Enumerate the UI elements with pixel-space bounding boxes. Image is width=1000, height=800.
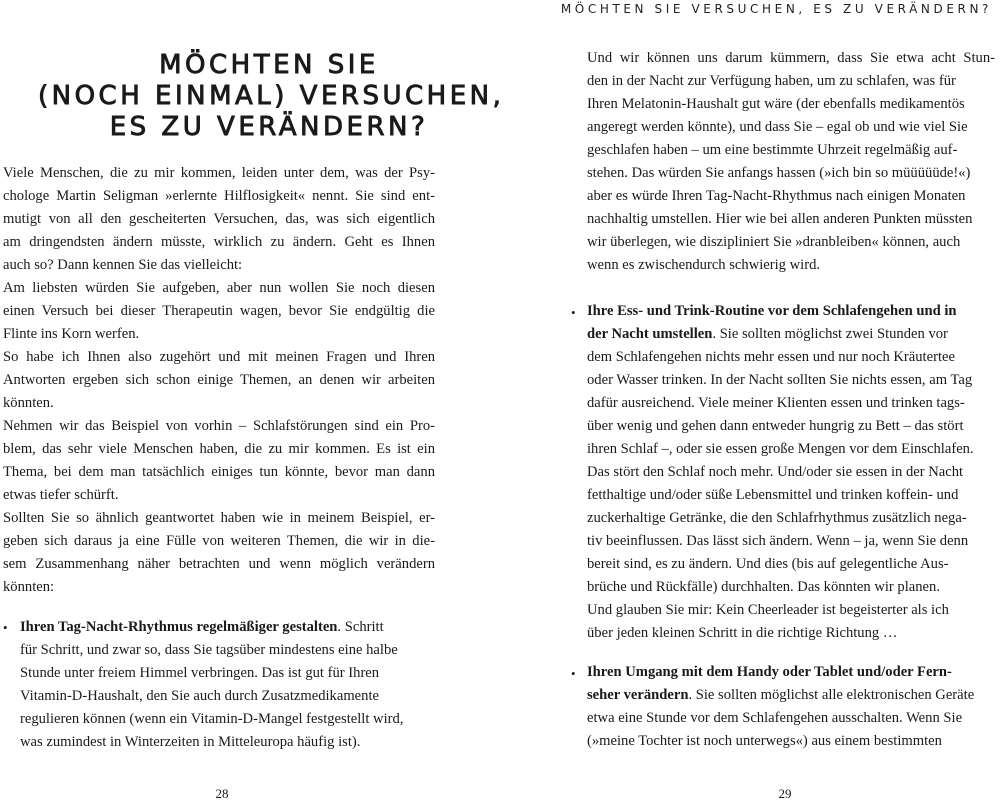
- bullet-heading: Ihren Tag-Nacht-Rhythmus regelmäßiger gestalten: [20, 619, 338, 635]
- right-page: [500, 0, 1000, 800]
- bullet-line: über wenig und gehen dann entweder hungrig zu Bett – das stört: [587, 418, 964, 434]
- body-line: blem, das sehr viele Menschen haben, die zu mir kommen. Es ist ein: [3, 441, 435, 457]
- bullet-line: [587, 303, 957, 320]
- body-line: Antworten ergeben sich schon einige Themen, an denen wir arbeiten: [3, 372, 435, 388]
- page-number-left: 28: [215, 786, 229, 800]
- bullet-line: zuckerhaltige Getränke, die den Schlafrhythmus zusätzlich nega-: [587, 510, 967, 526]
- body-line: wir überlegen, wie diszipliniert Sie »dranbleiben« können, auch: [587, 234, 961, 250]
- body-line: chologe Martin Seligman »erlernte Hilflosigkeit« nennt. Sie sind ent-: [3, 188, 435, 204]
- body-line: könnten.: [3, 395, 54, 411]
- body-line: einen Versuch bei dieser Therapeutin wagen, bevor Sie endgültig die: [3, 303, 435, 319]
- bullet-line: Das stört den Schlaf noch mehr. Und/oder sie essen in der Nacht: [587, 464, 964, 480]
- bullet-icon: •: [3, 620, 8, 635]
- page-number-right: 29: [778, 786, 792, 800]
- bullet-line: brüche und Rückfälle) durchhalten. Das könnten wir planen.: [587, 579, 940, 595]
- bullet-icon: •: [571, 305, 576, 320]
- bullet-line: oder Wasser trinken. In der Nacht sollten Sie nichts essen, am Tag: [587, 372, 973, 388]
- bullet-line: (»meine Tochter ist noch unterwegs«) aus einem bestimmten: [587, 733, 942, 749]
- bullet-line: was zumindest in Winterzeiten in Mitteleuropa häufig ist).: [20, 734, 361, 750]
- body-line: auch so? Dann kennen Sie das vielleicht:: [3, 257, 243, 273]
- bullet-line: ihren Schlaf –, oder sie essen große Mengen vor dem Einschlafen.: [587, 441, 974, 457]
- bullet-line: bereit sind, es zu ändern. Und dies (bis auf gelegentliche Aus-: [587, 556, 949, 572]
- body-line: Flinte ins Korn werfen.: [3, 326, 140, 342]
- bullet-line: dem Schlafengehen nichts mehr essen und nur noch Kräutertee: [587, 349, 955, 365]
- body-line: sem Zusammenhang näher betrachten und wenn möglich verändern: [3, 556, 435, 572]
- body-line: den in der Nacht zur Verfügung haben, um zu schlafen, was für: [587, 73, 956, 89]
- bullet-text: . Sie sollten möglichst zwei Stunden vor: [712, 326, 948, 342]
- bullet-line: Vitamin-D-Haushalt, den Sie auch durch Zusatzmedikamente: [20, 688, 379, 704]
- bullet-line: dafür ausreichend. Viele meiner Klienten essen und trinken tags-: [587, 395, 965, 411]
- chapter-title: [0, 50, 505, 143]
- bullet-line: [587, 664, 952, 681]
- body-line: Nehmen wir das Beispiel von vorhin – Schlafstörungen sind ein Pro-: [3, 418, 435, 434]
- bullet-line: über jeden kleinen Schritt in die richtige Richtung …: [587, 625, 898, 641]
- bullet-line: [587, 326, 948, 343]
- bullet-heading: seher verändern: [587, 687, 689, 703]
- body-line: nachhaltig umstellen. Hier wie bei allen anderen Punkten müssten: [587, 211, 973, 227]
- chapter-title-line: (NOCH EINMAL) VERSUCHEN,: [38, 81, 505, 111]
- bullet-line: regulieren können (wenn ein Vitamin-D-Mangel festgestellt wird,: [20, 711, 404, 727]
- body-line: Sollten Sie so ähnlich geantwortet haben wie in meinem Beispiel, er-: [3, 510, 435, 526]
- bullet-icon: •: [571, 666, 576, 681]
- bullet-line: fetthaltige und/oder süße Lebensmittel und trinken koffein- und: [587, 487, 959, 503]
- body-line: aber es würde Ihren Tag-Nacht-Rhythmus nach einigen Monaten: [587, 188, 966, 204]
- body-line: So habe ich Ihnen also zugehört und mit meinen Fragen und Ihren: [3, 349, 435, 365]
- body-line: geben sich daraus ja eine Fülle von weiteren Themen, die wir in die-: [3, 533, 435, 549]
- body-line: Thema, bei dem man tatsächlich einiges tun könnte, bevor man dann: [3, 464, 435, 480]
- chapter-title-line: MÖCHTEN SIE: [159, 50, 379, 80]
- body-line: Viele Menschen, die zu mir kommen, leiden unter dem, was der Psy-: [3, 165, 435, 181]
- body-line: mutigt von all den gescheiterten Versuchen, das, was sich eigentlich: [3, 211, 435, 227]
- bullet-line: Stunde unter freiem Himmel verbringen. Das ist gut für Ihren: [20, 665, 380, 681]
- bullet-line: etwa eine Stunde vor dem Schlafengehen ausschalten. Wenn Sie: [587, 710, 963, 726]
- body-line: angeregt werden könnte), und dass Sie – egal ob und wie viel Sie: [587, 119, 968, 135]
- body-line: Am liebsten würden Sie aufgeben, aber nun wollen Sie noch diesen: [3, 280, 435, 296]
- chapter-title-line: ES ZU VERÄNDERN?: [109, 112, 429, 142]
- body-line: geschlafen haben – um eine bestimmte Uhrzeit regelmäßig auf-: [587, 142, 958, 158]
- body-line: stehen. Das würden Sie anfangs hassen (»ich bin so müüüüüde!«): [587, 165, 971, 181]
- bullet-line: für Schritt, und zwar so, dass Sie tagsüber mindestens eine halbe: [20, 642, 398, 658]
- body-line: etwas tiefer schürft.: [3, 487, 119, 503]
- body-line: am dringendsten ändern müsste, wirklich zu ändern. Geht es Ihnen: [3, 234, 435, 250]
- bullet-text: . Sie sollten möglichst alle elektronischen Geräte: [688, 687, 975, 703]
- body-line: Und wir können uns darum kümmern, dass Sie etwa acht Stun-: [587, 50, 995, 66]
- running-head: MÖCHTEN SIE VERSUCHEN, ES ZU VERÄNDERN?: [560, 2, 992, 16]
- bullet-text: . Schritt: [337, 619, 384, 635]
- bullet-line: tiv beeinflussen. Das lässt sich ändern. Wenn – ja, wenn Sie denn: [587, 533, 969, 549]
- body-line: wenn es zwischendurch schwierig wird.: [587, 257, 821, 273]
- body-line: Ihren Melatonin-Haushalt gut wäre (der ebenfalls medikamentös: [587, 96, 965, 112]
- bullet-heading: der Nacht umstellen: [587, 326, 713, 342]
- bullet-heading: Ihren Umgang mit dem Handy oder Tablet und/oder Fern-: [587, 664, 952, 680]
- bullet-heading: Ihre Ess- und Trink-Routine vor dem Schlafengehen und in: [587, 303, 957, 319]
- bullet-line: Und glauben Sie mir: Kein Cheerleader ist begeisterter als ich: [587, 602, 949, 618]
- bullet-line: [587, 687, 974, 704]
- body-line: könnten:: [3, 579, 55, 595]
- bullet-line: [20, 619, 384, 636]
